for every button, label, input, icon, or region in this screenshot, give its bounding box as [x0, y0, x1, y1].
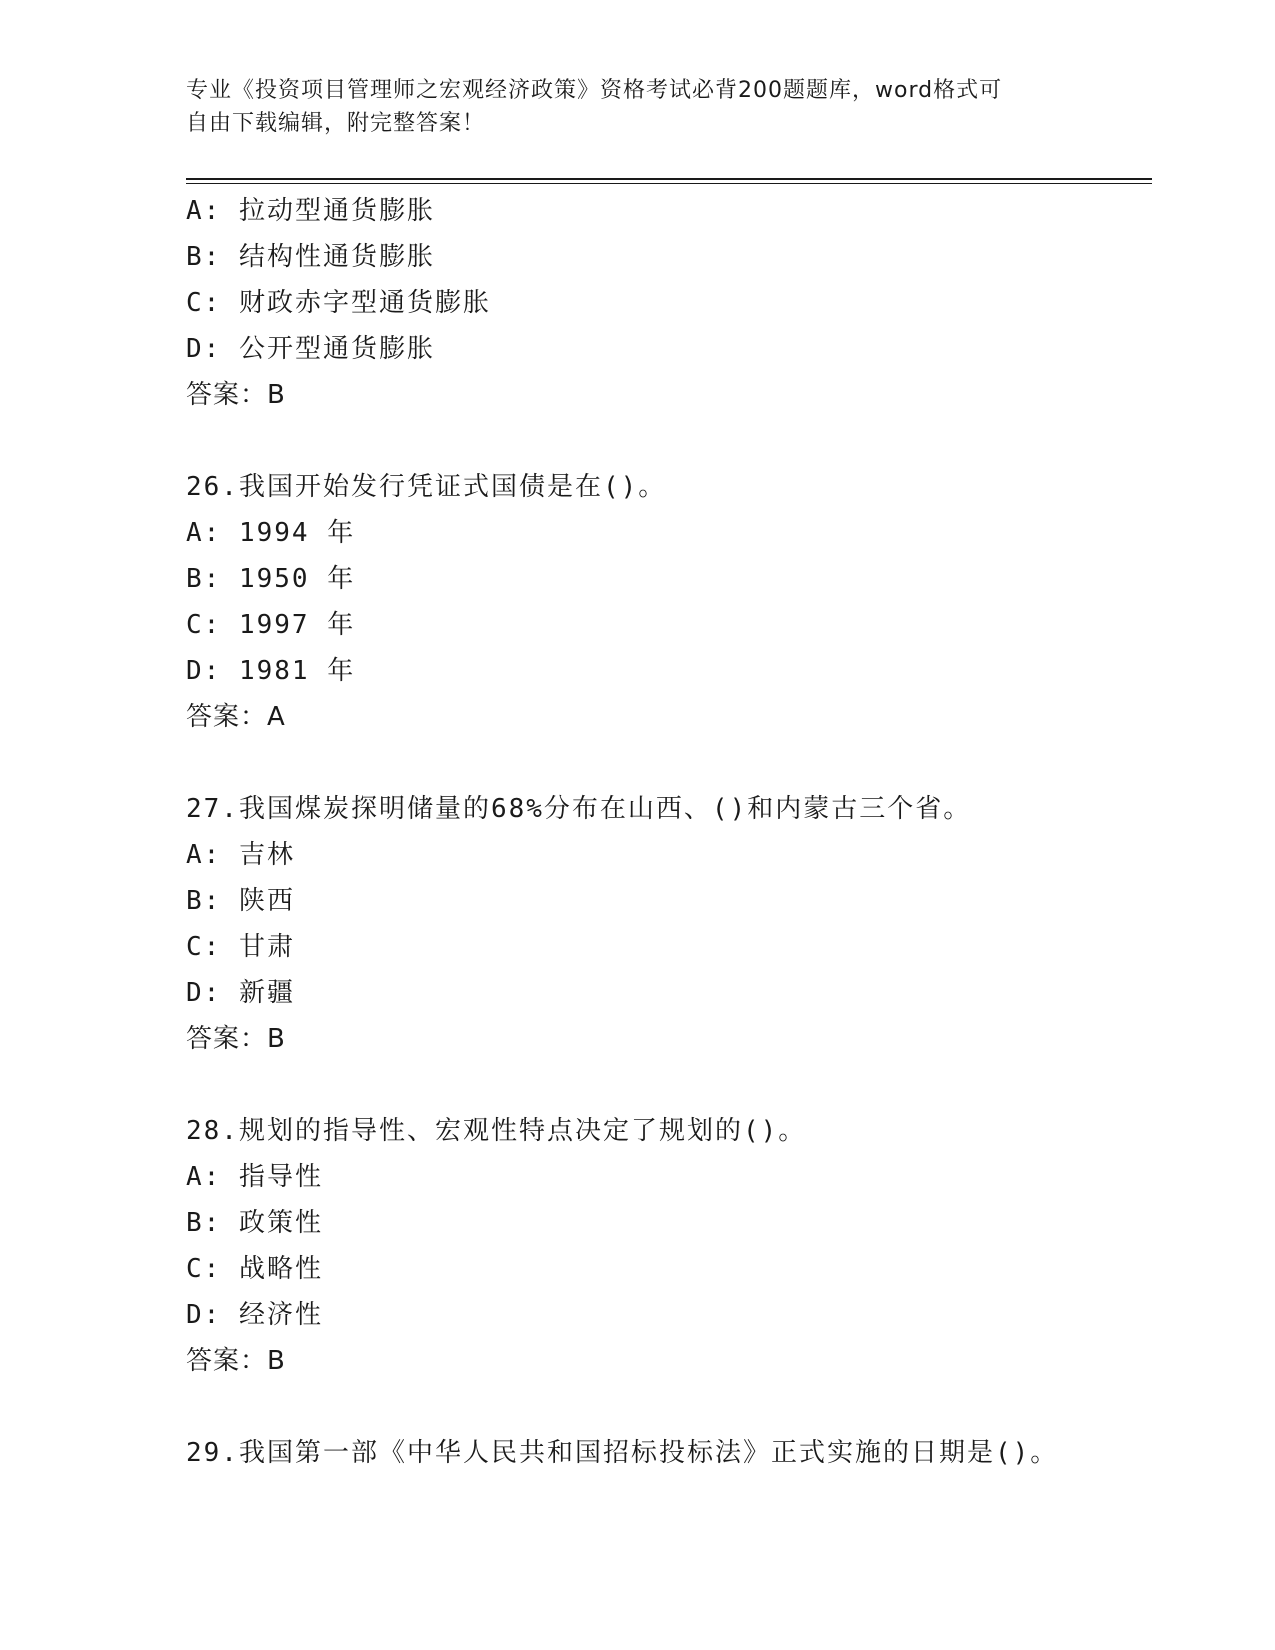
option-c: C: 财政赤字型通货膨胀	[186, 288, 491, 318]
option-a: A: 拉动型通货膨胀	[186, 196, 435, 226]
question-text: 27.我国煤炭探明储量的68%分布在山西、()和内蒙古三个省。	[186, 794, 972, 824]
option-a: A: 1994 年	[186, 518, 356, 548]
question-text: 29.我国第一部《中华人民共和国招标投标法》正式实施的日期是()。	[186, 1438, 1059, 1468]
question-block-28	[186, 1108, 1152, 1384]
spacer	[186, 740, 1152, 786]
option-c: C: 1997 年	[186, 610, 356, 640]
question-block-27	[186, 786, 1152, 1062]
question-block-25	[186, 188, 1152, 418]
option-d: D: 新疆	[186, 978, 295, 1008]
question-list	[186, 188, 1152, 1476]
spacer	[186, 1062, 1152, 1108]
answer: 答案：A	[186, 702, 286, 732]
option-b: B: 政策性	[186, 1208, 323, 1238]
option-b: B: 陕西	[186, 886, 295, 916]
question-block-26	[186, 464, 1152, 740]
header-divider-thin	[186, 183, 1152, 184]
option-d: D: 公开型通货膨胀	[186, 334, 435, 364]
header-line-2: 自由下载编辑，附完整答案！	[186, 111, 486, 136]
option-c: C: 甘肃	[186, 932, 295, 962]
option-d: D: 经济性	[186, 1300, 323, 1330]
document-header	[186, 74, 1066, 140]
spacer	[186, 1384, 1152, 1430]
header-divider-thick	[186, 178, 1152, 180]
option-a: A: 指导性	[186, 1162, 323, 1192]
question-text: 26.我国开始发行凭证式国债是在()。	[186, 472, 667, 502]
option-d: D: 1981 年	[186, 656, 356, 686]
option-c: C: 战略性	[186, 1254, 323, 1284]
option-b: B: 结构性通货膨胀	[186, 242, 435, 272]
answer: 答案：B	[186, 1024, 286, 1054]
answer: 答案：B	[186, 1346, 286, 1376]
option-a: A: 吉林	[186, 840, 295, 870]
header-line-1: 专业《投资项目管理师之宏观经济政策》资格考试必背200题题库，word格式可	[186, 78, 1003, 103]
question-text: 28.规划的指导性、宏观性特点决定了规划的()。	[186, 1116, 807, 1146]
question-block-29	[186, 1430, 1152, 1476]
spacer	[186, 418, 1152, 464]
answer: 答案：B	[186, 380, 286, 410]
option-b: B: 1950 年	[186, 564, 356, 594]
